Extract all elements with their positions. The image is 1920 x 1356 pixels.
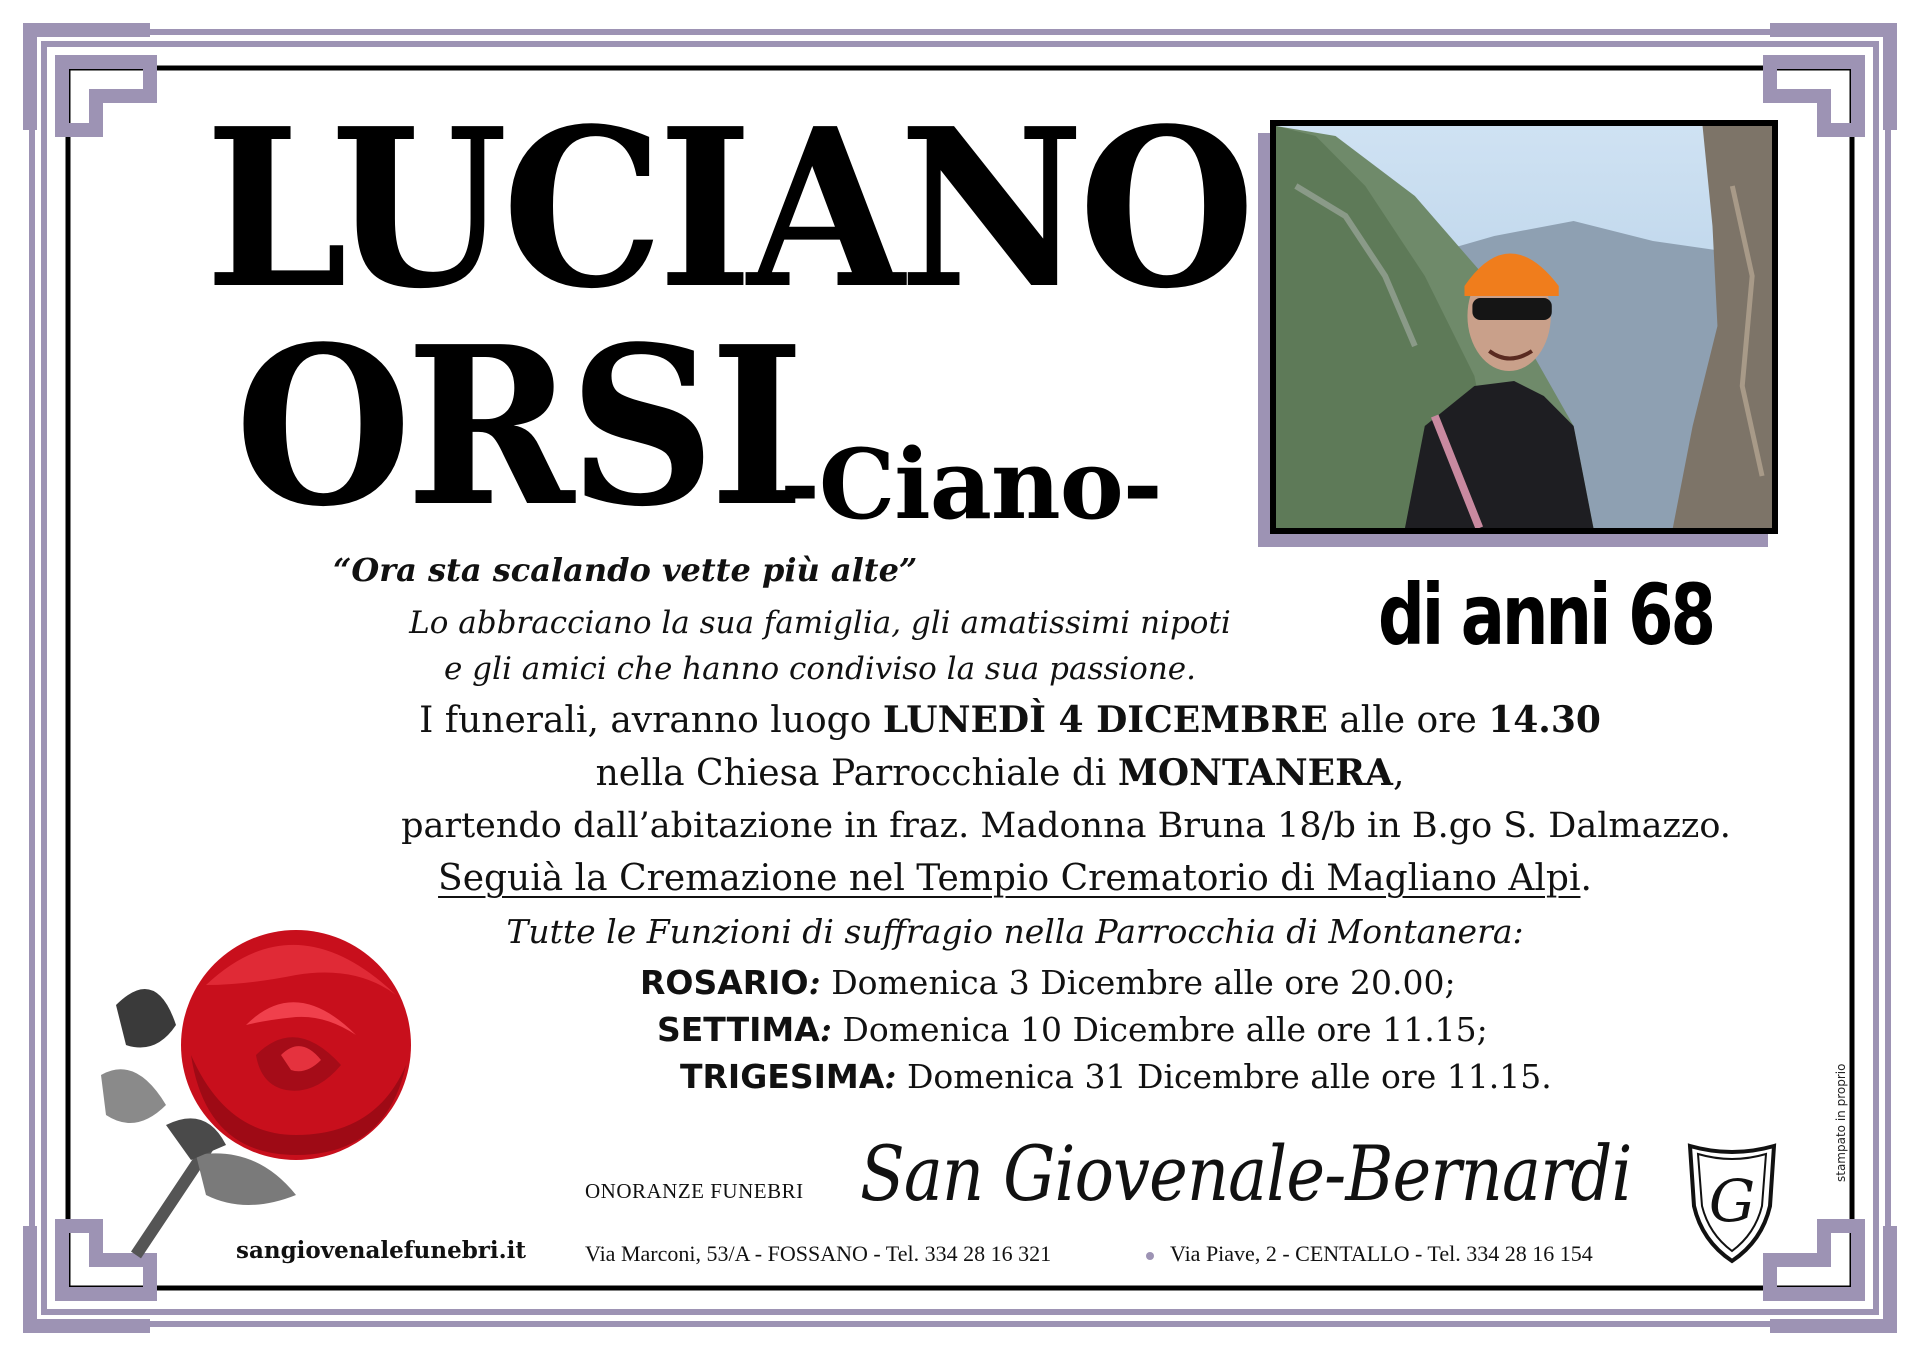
funeral-place-line xyxy=(240,748,1760,799)
cremation-suffix: . xyxy=(1580,858,1592,899)
family-line-2: e gli amici che hanno condiviso la sua passione. xyxy=(443,651,1197,687)
service-detail: Domenica 3 Dicembre alle ore 20.00; xyxy=(820,963,1456,1002)
motto-quote: “Ora sta scalando vette più alte” xyxy=(333,551,918,589)
separator-dot xyxy=(1146,1252,1154,1260)
address-street: Via Marconi, 53/A - xyxy=(585,1241,768,1266)
address-phone: - Tel. 334 28 16 154 xyxy=(1409,1241,1593,1266)
service-colon: : xyxy=(808,963,821,1002)
funeral-place: MONTANERA xyxy=(1117,752,1393,794)
deceased-first-name: LUCIANO xyxy=(205,81,1250,337)
service-detail: Domenica 10 Dicembre alle ore 11.15; xyxy=(831,1010,1488,1049)
monogram-shield-icon xyxy=(1682,1136,1782,1266)
service-colon: : xyxy=(884,1057,897,1096)
service-name: SETTIMA xyxy=(657,1010,820,1049)
deceased-nickname: -Ciano- xyxy=(780,428,1162,541)
website-link[interactable]: sangiovenalefunebri.it xyxy=(236,1237,527,1264)
funeral-time-prefix: alle ore xyxy=(1327,700,1489,741)
service-name: ROSARIO xyxy=(640,963,809,1002)
service-name: TRIGESIMA xyxy=(680,1057,885,1096)
service-trigesima xyxy=(680,1054,1552,1100)
address-phone: - Tel. 334 28 16 321 xyxy=(867,1241,1052,1266)
service-rosario xyxy=(640,960,1456,1006)
printed-note: stampato in proprio xyxy=(1834,1063,1848,1182)
service-colon: : xyxy=(819,1010,832,1049)
address-city: CENTALLO xyxy=(1295,1241,1410,1266)
funeral-time: 14.30 xyxy=(1488,699,1601,741)
funeral-home-brand: San Giovenale-Bernardi xyxy=(860,1129,1632,1218)
address-centallo xyxy=(1170,1240,1593,1268)
family-message xyxy=(300,600,1340,692)
funeral-place-prefix: nella Chiesa Parrocchiale di xyxy=(595,753,1118,794)
portrait-photo xyxy=(1270,120,1778,534)
deceased-last-name: ORSI xyxy=(235,299,800,555)
departure-line: partendo dall’abitazione in fraz. Madonna Bruna 18/b in B.go S. Dalmazzo. xyxy=(401,806,1731,846)
shield-letter: G xyxy=(1708,1167,1756,1235)
red-rose-illustration xyxy=(96,905,456,1265)
address-fossano xyxy=(585,1240,1051,1268)
family-line-1: Lo abbracciano la sua famiglia, gli amatissimi nipoti xyxy=(409,605,1231,641)
service-settima xyxy=(657,1007,1488,1053)
onoranze-label: ONORANZE FUNEBRI xyxy=(585,1179,804,1203)
age-label: di anni 68 xyxy=(1378,566,1713,664)
suffrage-line: Tutte le Funzioni di suffragio nella Parrocchia di Montanera: xyxy=(506,912,1524,951)
cremation-text: Seguià la Cremazione nel Tempio Crematorio di Magliano Alpi xyxy=(438,858,1581,899)
address-street: Via Piave, 2 - xyxy=(1170,1241,1296,1266)
funeral-date-line xyxy=(240,695,1780,746)
mountain-climber-photo xyxy=(1276,126,1772,528)
service-detail: Domenica 31 Dicembre alle ore 11.15. xyxy=(896,1057,1552,1096)
funeral-date-prefix: I funerali, avranno luogo xyxy=(419,700,883,741)
cremation-line xyxy=(240,854,1790,904)
funeral-day: LUNEDÌ 4 DICEMBRE xyxy=(882,699,1328,741)
address-city: FOSSANO xyxy=(767,1241,868,1266)
funeral-place-suffix: , xyxy=(1392,753,1405,794)
